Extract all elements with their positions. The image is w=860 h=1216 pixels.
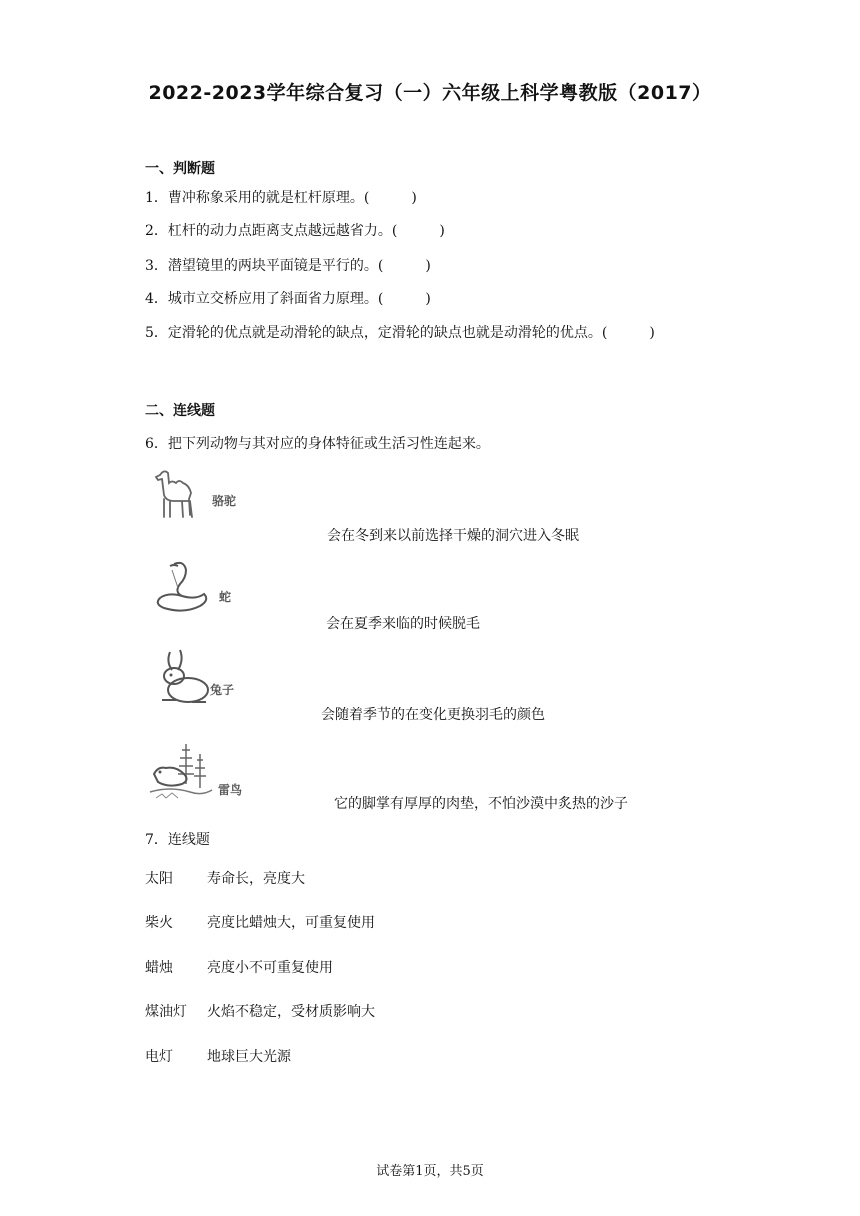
q7-right-5: 地球巨大光源: [207, 1049, 291, 1065]
camel-image: [146, 465, 208, 527]
animal-label-ptarmigan: 雷鸟: [218, 783, 243, 797]
feature-3: 会随着季节的在变化更换羽毛的颜色: [321, 707, 545, 723]
animal-label-snake: 蛇: [219, 590, 232, 604]
judgement-question-3: 3．潜望镜里的两块平面镜是平行的。( ): [145, 258, 431, 274]
feature-1: 会在冬到来以前选择干燥的洞穴进入冬眠: [327, 528, 579, 544]
q7-right-4: 火焰不稳定，受材质影响大: [207, 1004, 375, 1020]
ptarmigan-image: [146, 740, 216, 804]
question-7-prompt: 7．连线题: [145, 832, 210, 848]
feature-2: 会在夏季来临的时候脱毛: [326, 616, 480, 632]
section-heading-judgement: 一、判断题: [145, 161, 215, 177]
q7-right-2: 亮度比蜡烛大，可重复使用: [207, 915, 375, 931]
q7-left-5: 电灯: [145, 1049, 173, 1065]
animal-label-rabbit: 兔子: [210, 683, 235, 697]
page-footer: 试卷第1页，共5页: [376, 1164, 484, 1179]
section-heading-matching: 二、连线题: [145, 403, 215, 419]
judgement-question-5: 5．定滑轮的优点就是动滑轮的缺点，定滑轮的缺点也就是动滑轮的优点。( ): [145, 325, 655, 341]
q7-left-3: 蜡烛: [145, 960, 173, 976]
q7-left-2: 柴火: [145, 915, 173, 931]
animal-label-camel: 骆驼: [212, 494, 237, 508]
q7-left-4: 煤油灯: [145, 1004, 187, 1020]
q7-left-1: 太阳: [145, 871, 173, 887]
rabbit-image: [152, 648, 214, 708]
snake-image: [150, 558, 214, 622]
feature-4: 它的脚掌有厚厚的肉垫，不怕沙漠中炙热的沙子: [334, 796, 628, 812]
page-title: 2022-2023学年综合复习（一）六年级上科学粤教版（2017）: [148, 82, 712, 104]
q7-right-1: 寿命长，亮度大: [207, 871, 305, 887]
judgement-question-2: 2．杠杆的动力点距离支点越远越省力。( ): [145, 223, 445, 239]
question-6-prompt: 6．把下列动物与其对应的身体特征或生活习性连起来。: [145, 436, 490, 452]
q7-right-3: 亮度小不可重复使用: [207, 960, 333, 976]
judgement-question-1: 1．曹冲称象采用的就是杠杆原理。( ): [145, 190, 417, 206]
judgement-question-4: 4．城市立交桥应用了斜面省力原理。( ): [145, 291, 431, 307]
